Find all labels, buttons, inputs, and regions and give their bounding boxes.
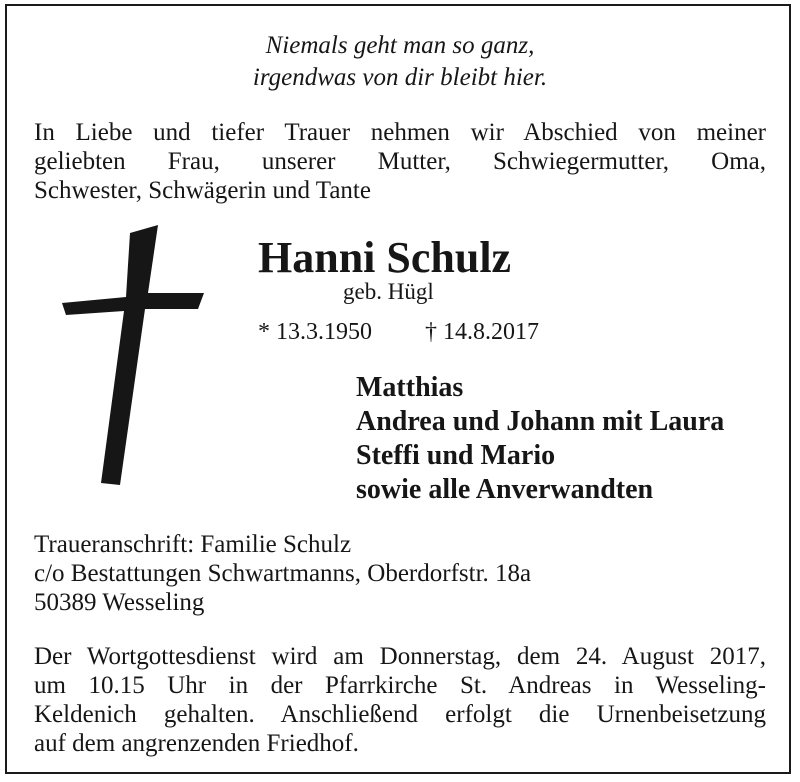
intro-line-2: geliebten Frau, unserer Mutter, Schwiegermutter, Oma,	[34, 148, 766, 175]
cross-icon	[62, 225, 207, 487]
intro-text	[34, 118, 766, 205]
death-date: † 14.8.2017	[425, 319, 539, 345]
address-line: Traueranschrift: Familie Schulz	[34, 531, 352, 558]
intro-line-1: In Liebe und tiefer Trauer nehmen wir Abschied von meiner	[34, 119, 766, 146]
mourner-line: Andrea und Johann mit Laura	[356, 406, 725, 437]
birth-date: * 13.3.1950	[258, 319, 372, 345]
service-line-2: um 10.15 Uhr in der Pfarrkirche St. Andreas in Wesseling-	[34, 672, 766, 699]
service-line-4: auf dem angrenzenden Friedhof.	[34, 730, 359, 757]
address-line: 50389 Wesseling	[34, 589, 205, 616]
service-text	[34, 642, 766, 758]
service-line-1: Der Wortgottesdienst wird am Donnerstag, dem 24. August 2017,	[34, 643, 766, 670]
mourner-line: Steffi und Mario	[356, 440, 556, 471]
service-line-3: Keldenich gehalten. Anschließend erfolgt die Urnenbeisetzung	[34, 701, 766, 728]
motto-line-2: irgendwas von dir bleibt hier.	[252, 64, 548, 91]
mourner-line: sowie alle Anverwandten	[356, 474, 654, 505]
intro-line-3: Schwester, Schwägerin und Tante	[34, 177, 371, 204]
motto-line-1: Niemals geht man so ganz,	[265, 32, 535, 59]
mourners-list	[356, 371, 724, 507]
deceased-name: Hanni Schulz	[258, 233, 512, 282]
address-line: c/o Bestattungen Schwartmanns, Oberdorfstr. 18a	[34, 560, 532, 587]
birth-name: geb. Hügl	[343, 279, 434, 304]
mourner-line: Matthias	[356, 372, 464, 403]
mourning-address	[34, 530, 531, 617]
